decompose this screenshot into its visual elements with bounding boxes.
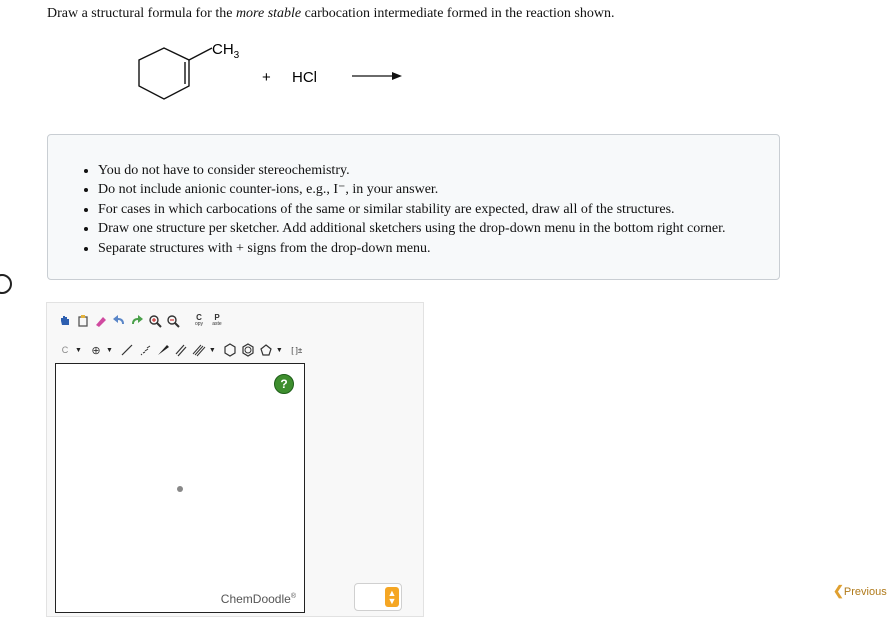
- sketcher-toolbar-bottom: [57, 340, 307, 360]
- plus-sign: +: [262, 69, 271, 86]
- brand-mark: ®: [290, 593, 296, 600]
- single-bond-icon[interactable]: [119, 342, 135, 358]
- redo-icon[interactable]: [129, 313, 145, 329]
- copy-button[interactable]: [191, 313, 207, 329]
- undo-icon[interactable]: [111, 313, 127, 329]
- methylcyclohexene-structure: [139, 48, 212, 99]
- zoom-in-icon[interactable]: [147, 313, 163, 329]
- copy-sub-label: opy: [194, 321, 204, 327]
- brand-name: ChemDoodle: [220, 592, 291, 606]
- instructions-list: [48, 161, 726, 258]
- wedge-bond-icon[interactable]: [155, 342, 171, 358]
- instruction-item: • For cases in which carbocations of the same or similar stability are expected, draw all of the structures.: [98, 200, 726, 219]
- paste-button[interactable]: [209, 313, 225, 329]
- canvas-cursor-dot: [177, 486, 183, 492]
- eraser-icon[interactable]: [93, 313, 109, 329]
- chemdoodle-brand: [56, 592, 304, 606]
- drawing-canvas[interactable]: [55, 363, 305, 613]
- instruction-item: • Draw one structure per sketcher. Add additional sketchers using the drop-down menu in the bottom right corner.: [98, 219, 726, 238]
- element-selector[interactable]: C: [61, 345, 69, 355]
- cyclopentane-icon[interactable]: [258, 342, 274, 358]
- ring-dropdown-icon[interactable]: ▼: [275, 346, 283, 354]
- bracket-button[interactable]: [ ]±: [291, 345, 303, 355]
- charge-dropdown-icon[interactable]: ▼: [105, 346, 113, 354]
- lasso-icon[interactable]: [75, 313, 91, 329]
- help-button[interactable]: ?: [274, 374, 294, 394]
- instructions-panel: [47, 134, 780, 280]
- cyclohexane-icon[interactable]: [222, 342, 238, 358]
- zoom-out-icon[interactable]: [165, 313, 181, 329]
- paste-sub-label: aste: [212, 321, 222, 327]
- charge-button[interactable]: ⊕: [91, 344, 101, 357]
- previous-label: Previous: [843, 586, 887, 598]
- instruction-item: • You do not have to consider stereochemistry.: [98, 161, 726, 180]
- copy-label: C: [196, 313, 202, 322]
- hand-icon[interactable]: [57, 313, 73, 329]
- instruction-item: • Separate structures with + signs from the drop-down menu.: [98, 239, 726, 258]
- instruction-item: • Do not include anionic counter-ions, e.g., I⁻, in your answer.: [98, 180, 726, 199]
- question-prefix: Draw a structural formula for the: [47, 6, 236, 21]
- reaction-arrow-icon: [352, 72, 402, 80]
- bond-dropdown-icon[interactable]: ▼: [208, 346, 216, 354]
- previous-button[interactable]: [833, 583, 887, 599]
- chemdoodle-sketcher: [46, 302, 424, 617]
- spinner-arrows-icon[interactable]: ▲ ▼: [385, 587, 399, 607]
- question-text: [47, 6, 614, 22]
- partial-circle-icon: [0, 274, 12, 294]
- methyl-label: $CH_3$: [212, 41, 240, 61]
- chevron-left-icon: ❮: [833, 583, 844, 598]
- double-bond-icon[interactable]: [173, 342, 189, 358]
- question-emphasis: more stable: [235, 6, 302, 21]
- element-dropdown-icon[interactable]: ▼: [75, 346, 82, 354]
- paste-label: P: [214, 313, 220, 322]
- hashed-bond-icon[interactable]: [137, 342, 153, 358]
- reagent-label: HCl: [292, 69, 317, 86]
- sketcher-add-select[interactable]: [354, 583, 402, 611]
- benzene-icon[interactable]: [240, 342, 256, 358]
- reaction-scheme: [130, 36, 430, 116]
- question-suffix: carbocation intermediate formed in the reaction shown.: [301, 6, 615, 21]
- triple-bond-icon[interactable]: [191, 342, 207, 358]
- sketcher-toolbar-top: [57, 311, 227, 331]
